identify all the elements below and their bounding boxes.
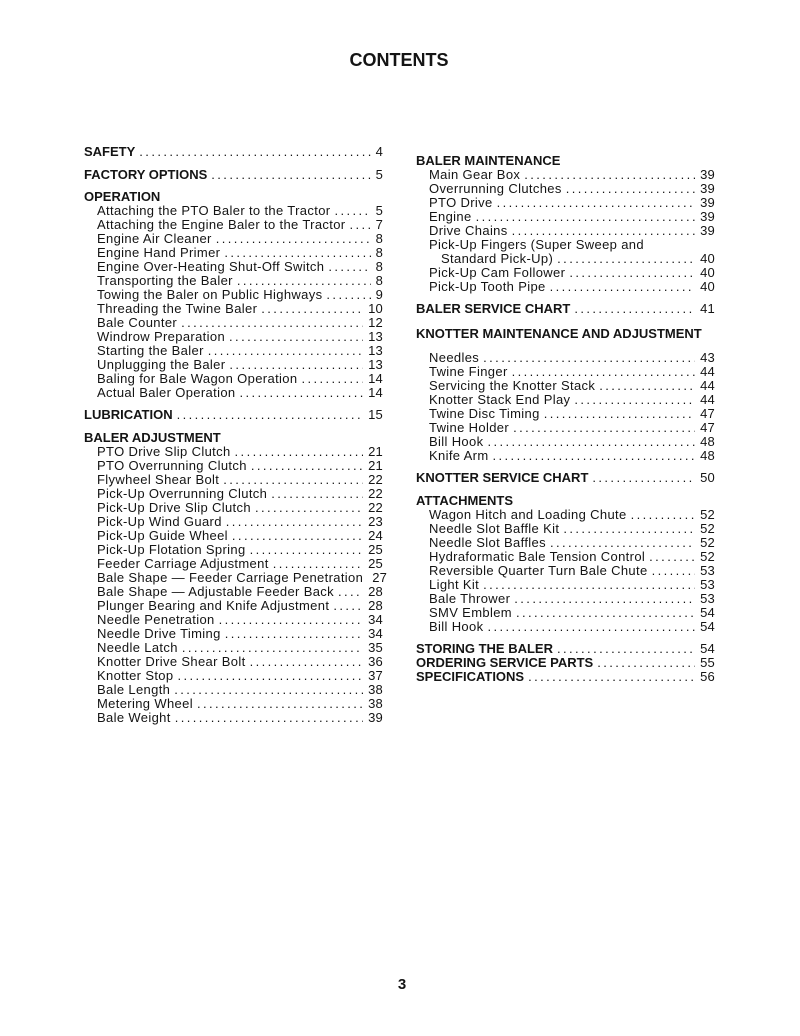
entry-title: Twine Disc Timing	[429, 406, 540, 421]
dot-leader	[333, 599, 363, 613]
toc-item	[416, 280, 715, 294]
dot-leader	[597, 656, 695, 670]
toc-item	[416, 182, 715, 196]
dot-leader	[476, 210, 696, 224]
dot-leader	[208, 344, 363, 358]
toc-entry-ordering-service-parts	[416, 656, 715, 670]
dot-leader	[350, 218, 371, 232]
dot-leader	[338, 585, 363, 599]
entry-page-number: 52	[700, 535, 715, 550]
entry-title: Knife Arm	[429, 448, 489, 463]
entry-page-number: 48	[700, 434, 715, 449]
entry-title: Feeder Carriage Adjustment	[97, 556, 269, 571]
dot-leader	[250, 543, 364, 557]
entry-title: Bale Shape — Adjustable Feeder Back	[97, 584, 335, 599]
entry-page-number: 53	[700, 591, 715, 606]
dot-leader	[631, 508, 696, 522]
dot-leader	[224, 246, 370, 260]
entry-title: PTO Drive	[429, 195, 493, 210]
entry-title: Needle Penetration	[97, 612, 215, 627]
toc-item	[84, 683, 383, 697]
entry-title: Pick-Up Wind Guard	[97, 514, 222, 529]
entry-page-number: 25	[368, 556, 383, 571]
toc-entry-baler-service-chart	[416, 302, 715, 316]
entry-page-number: 8	[375, 231, 383, 246]
entry-page-number: 52	[700, 549, 715, 564]
toc-item	[416, 550, 715, 564]
page-number: 3	[397, 976, 407, 993]
entry-page-number: 39	[700, 167, 715, 182]
dot-leader	[139, 145, 370, 159]
entry-page-number: 28	[368, 598, 383, 613]
entry-title: Light Kit	[429, 577, 480, 592]
toc-item	[84, 529, 383, 543]
entry-title: Windrow Preparation	[97, 329, 226, 344]
entry-page-number: 5	[375, 167, 383, 182]
dot-leader	[557, 642, 695, 656]
dot-leader	[226, 515, 363, 529]
dot-leader	[326, 288, 370, 302]
dot-leader	[483, 578, 695, 592]
dot-leader	[566, 182, 695, 196]
dot-leader	[528, 670, 695, 684]
entry-title: PTO Drive Slip Clutch	[97, 444, 231, 459]
entry-page-number: 38	[368, 696, 383, 711]
entry-page-number: 14	[368, 371, 383, 386]
entry-page-number: 39	[700, 209, 715, 224]
section-heading-baler-adjustment: BALER ADJUSTMENT	[84, 430, 221, 445]
entry-title: Bale Counter	[97, 315, 178, 330]
entry-page-number: 55	[700, 655, 715, 670]
entry-title: Pick-Up Flotation Spring	[97, 542, 246, 557]
dot-leader	[181, 316, 363, 330]
dot-leader	[216, 232, 371, 246]
dot-leader	[550, 536, 695, 550]
dot-leader	[557, 252, 695, 266]
toc-item	[416, 224, 715, 238]
entry-title: Unplugging the Baler	[97, 357, 226, 372]
toc-entry-factory-options	[84, 168, 383, 182]
dot-leader	[182, 641, 363, 655]
toc-item	[84, 330, 383, 344]
entry-page-number: 40	[700, 279, 715, 294]
entry-title: Main Gear Box	[429, 167, 521, 182]
entry-title: Baling for Bale Wagon Operation	[97, 371, 298, 386]
entry-page-number: 25	[368, 542, 383, 557]
toc-entry-storing-the-baler	[416, 642, 715, 656]
dot-leader	[240, 386, 364, 400]
entry-title: Threading the Twine Baler	[97, 301, 258, 316]
entry-title: Hydraformatic Bale Tension Control	[429, 549, 646, 564]
dot-leader	[574, 302, 695, 316]
entry-title: Knotter Drive Shear Bolt	[97, 654, 246, 669]
dot-leader	[592, 471, 695, 485]
entry-title: STORING THE BALER	[416, 641, 553, 656]
entry-title: Engine	[429, 209, 472, 224]
entry-title: Attaching the Engine Baler to the Tractor	[97, 217, 346, 232]
entry-page-number: 40	[700, 251, 715, 266]
dot-leader	[574, 393, 695, 407]
toc-item	[84, 288, 383, 302]
toc-item	[84, 501, 383, 515]
toc-item	[416, 536, 715, 550]
toc-item	[84, 641, 383, 655]
entry-title: Drive Chains	[429, 223, 508, 238]
toc-item	[84, 627, 383, 641]
toc-item	[416, 606, 715, 620]
toc-item	[84, 260, 383, 274]
dot-leader	[497, 196, 696, 210]
entry-title: ORDERING SERVICE PARTS	[416, 655, 594, 670]
entry-title: Knotter Stack End Play	[429, 392, 571, 407]
entry-page-number: 39	[368, 710, 383, 725]
entry-page-number: 47	[700, 406, 715, 421]
entry-title: Bale Thrower	[429, 591, 511, 606]
entry-title: Transporting the Baler	[97, 273, 233, 288]
section-heading-operation: OPERATION	[84, 189, 161, 204]
toc-item	[84, 543, 383, 557]
entry-page-number: 39	[700, 181, 715, 196]
dot-leader	[513, 421, 695, 435]
toc-item	[84, 218, 383, 232]
dot-leader	[493, 449, 696, 463]
toc-item	[84, 372, 383, 386]
entry-page-number: 54	[700, 605, 715, 620]
dot-leader	[177, 408, 364, 422]
entry-title: Pick-Up Guide Wheel	[97, 528, 228, 543]
toc-item	[84, 302, 383, 316]
dot-leader	[649, 550, 695, 564]
toc-item	[84, 570, 388, 585]
toc-item	[84, 232, 383, 246]
entry-page-number: 10	[368, 301, 383, 316]
entry-page-number: 54	[700, 619, 715, 634]
entry-page-number: 22	[368, 500, 383, 515]
entry-page-number: 39	[700, 223, 715, 238]
dot-leader	[219, 613, 364, 627]
entry-page-number: 44	[700, 392, 715, 407]
section-heading-baler-maintenance: BALER MAINTENANCE	[416, 153, 561, 168]
toc-entry-safety	[84, 145, 383, 159]
dot-leader	[512, 224, 696, 238]
entry-page-number: 48	[700, 448, 715, 463]
toc-item	[416, 365, 715, 379]
entry-title: Standard Pick-Up)	[441, 251, 554, 266]
entry-title: Wagon Hitch and Loading Chute	[429, 507, 627, 522]
contents-right-column	[416, 154, 715, 684]
entry-title: Metering Wheel	[97, 696, 193, 711]
entry-title: Needle Slot Baffle Kit	[429, 521, 560, 536]
dot-leader	[487, 620, 695, 634]
dot-leader	[514, 592, 695, 606]
toc-item	[84, 711, 383, 725]
dot-leader	[250, 655, 364, 669]
dot-leader	[328, 260, 370, 274]
entry-page-number: 56	[700, 669, 715, 684]
entry-page-number: 7	[375, 217, 383, 232]
entry-title: Starting the Baler	[97, 343, 204, 358]
entry-title: Reversible Quarter Turn Bale Chute	[429, 563, 648, 578]
entry-page-number: 9	[375, 287, 383, 302]
entry-page-number: 41	[700, 301, 715, 316]
entry-page-number: 21	[368, 444, 383, 459]
toc-item	[84, 386, 383, 400]
toc-item	[84, 599, 383, 613]
entry-page-number: 37	[368, 668, 383, 683]
section-heading-knotter-maintenance: KNOTTER MAINTENANCE AND ADJUSTMENT	[416, 326, 702, 341]
entry-title: Bale Length	[97, 682, 171, 697]
entry-page-number: 44	[700, 378, 715, 393]
toc-item	[416, 168, 715, 182]
section-heading-attachments: ATTACHMENTS	[416, 493, 514, 508]
toc-item	[84, 445, 383, 459]
dot-leader	[569, 266, 695, 280]
toc-item-first-line: Pick-Up Fingers (Super Sweep and	[429, 237, 644, 252]
toc-item	[84, 459, 383, 473]
entry-title: Attaching the PTO Baler to the Tractor	[97, 203, 331, 218]
toc-item	[84, 344, 383, 358]
toc-entry-specifications	[416, 670, 715, 684]
entry-title: Needles	[429, 350, 480, 365]
dot-leader	[232, 529, 363, 543]
entry-title: Twine Holder	[429, 420, 510, 435]
entry-title: Plunger Bearing and Knife Adjustment	[97, 598, 330, 613]
entry-page-number: 53	[700, 563, 715, 578]
toc-item	[416, 578, 715, 592]
dot-leader	[273, 557, 363, 571]
entry-title: Overrunning Clutches	[429, 181, 562, 196]
entry-page-number: 34	[368, 612, 383, 627]
toc-item	[84, 204, 383, 218]
entry-title: Pick-Up Tooth Pipe	[429, 279, 546, 294]
page-title: CONTENTS	[349, 50, 449, 70]
toc-item	[84, 613, 383, 627]
entry-page-number: 36	[368, 654, 383, 669]
toc-entry-lubrication	[84, 408, 383, 422]
entry-page-number: 39	[700, 195, 715, 210]
dot-leader	[175, 711, 363, 725]
entry-page-number: 8	[375, 245, 383, 260]
toc-item	[416, 564, 715, 578]
dot-leader	[334, 204, 370, 218]
entry-page-number: 47	[700, 420, 715, 435]
dot-leader	[251, 459, 363, 473]
toc-item	[416, 421, 715, 435]
entry-title: Pick-Up Overrunning Clutch	[97, 486, 268, 501]
dot-leader	[197, 697, 363, 711]
entry-page-number: 38	[368, 682, 383, 697]
entry-title: SMV Emblem	[429, 605, 512, 620]
toc-entry-knotter-service-chart	[416, 471, 715, 485]
entry-page-number: 52	[700, 507, 715, 522]
entry-title: Engine Hand Primer	[97, 245, 221, 260]
dot-leader	[235, 445, 364, 459]
toc-item	[84, 585, 383, 599]
toc-item	[416, 210, 715, 224]
entry-title: KNOTTER SERVICE CHART	[416, 470, 589, 485]
entry-title: PTO Overrunning Clutch	[97, 458, 247, 473]
toc-item-continued-line	[416, 252, 715, 266]
entry-title: Needle Drive Timing	[97, 626, 221, 641]
toc-item	[416, 449, 715, 463]
entry-title: Engine Over-Heating Shut-Off Switch	[97, 259, 325, 274]
entry-page-number: 28	[368, 584, 383, 599]
entry-page-number: 50	[700, 470, 715, 485]
toc-item	[416, 407, 715, 421]
toc-item	[84, 669, 383, 683]
entry-page-number: 44	[700, 364, 715, 379]
entry-title: Bill Hook	[429, 619, 484, 634]
dot-leader	[229, 358, 363, 372]
dot-leader	[237, 274, 371, 288]
toc-item	[416, 508, 715, 522]
entry-page-number: 14	[368, 385, 383, 400]
dot-leader	[516, 606, 695, 620]
entry-title: Servicing the Knotter Stack	[429, 378, 596, 393]
entry-page-number: 54	[700, 641, 715, 656]
toc-item	[416, 393, 715, 407]
toc-item	[84, 557, 383, 571]
toc-item	[84, 515, 383, 529]
toc-item	[416, 522, 715, 536]
entry-page-number: 13	[368, 343, 383, 358]
toc-item	[84, 697, 383, 711]
toc-item	[416, 435, 715, 449]
dot-leader	[652, 564, 696, 578]
entry-page-number: 4	[375, 144, 383, 159]
dot-leader	[524, 168, 695, 182]
entry-title: Pick-Up Cam Follower	[429, 265, 566, 280]
entry-page-number: 21	[368, 458, 383, 473]
dot-leader	[550, 280, 696, 294]
entry-page-number: 22	[368, 486, 383, 501]
dot-leader	[563, 522, 695, 536]
entry-page-number: 52	[700, 521, 715, 536]
entry-page-number: 24	[368, 528, 383, 543]
entry-title: Flywheel Shear Bolt	[97, 472, 220, 487]
dot-leader	[512, 365, 696, 379]
entry-page-number: 22	[368, 472, 383, 487]
dot-leader	[223, 473, 363, 487]
entry-title: SAFETY	[84, 144, 136, 159]
entry-title: Needle Latch	[97, 640, 178, 655]
contents-left-column	[84, 144, 388, 725]
toc-item	[84, 246, 383, 260]
entry-title: Bale Shape — Feeder Carriage Penetration	[97, 570, 364, 585]
entry-title: BALER SERVICE CHART	[416, 301, 571, 316]
entry-page-number: 53	[700, 577, 715, 592]
toc-item	[84, 473, 383, 487]
dot-leader	[483, 351, 695, 365]
entry-page-number: 40	[700, 265, 715, 280]
entry-page-number: 27	[372, 570, 388, 585]
entry-page-number: 34	[368, 626, 383, 641]
entry-title: Pick-Up Drive Slip Clutch	[97, 500, 251, 515]
entry-page-number: 13	[368, 329, 383, 344]
entry-page-number: 23	[368, 514, 383, 529]
toc-item	[84, 274, 383, 288]
entry-page-number: 5	[375, 203, 383, 218]
dot-leader	[225, 627, 363, 641]
dot-leader	[211, 168, 370, 182]
entry-title: Bill Hook	[429, 434, 484, 449]
entry-title: Twine Finger	[429, 364, 508, 379]
entry-page-number: 15	[368, 407, 383, 422]
dot-leader	[229, 330, 363, 344]
entry-page-number: 8	[375, 259, 383, 274]
toc-item	[416, 266, 715, 280]
entry-title: Knotter Stop	[97, 668, 174, 683]
dot-leader	[599, 379, 695, 393]
toc-item	[84, 655, 383, 669]
entry-page-number: 35	[368, 640, 383, 655]
dot-leader	[255, 501, 363, 515]
entry-title: Bale Weight	[97, 710, 171, 725]
entry-title: Engine Air Cleaner	[97, 231, 212, 246]
entry-title: Towing the Baler on Public Highways	[97, 287, 323, 302]
dot-leader	[544, 407, 695, 421]
entry-page-number: 12	[368, 315, 383, 330]
dot-leader	[301, 372, 363, 386]
dot-leader	[174, 683, 363, 697]
toc-item	[84, 487, 383, 501]
toc-item	[416, 592, 715, 606]
entry-page-number: 8	[375, 273, 383, 288]
entry-title: Actual Baler Operation	[97, 385, 236, 400]
toc-item	[84, 358, 383, 372]
entry-page-number: 13	[368, 357, 383, 372]
entry-title: SPECIFICATIONS	[416, 669, 525, 684]
entry-title: Needle Slot Baffles	[429, 535, 546, 550]
toc-item	[416, 196, 715, 210]
dot-leader	[271, 487, 363, 501]
toc-item	[416, 620, 715, 634]
toc-item	[416, 351, 715, 365]
dot-leader	[177, 669, 363, 683]
dot-leader	[487, 435, 695, 449]
toc-item	[84, 316, 383, 330]
entry-title: LUBRICATION	[84, 407, 173, 422]
toc-item	[416, 379, 715, 393]
entry-title: FACTORY OPTIONS	[84, 167, 208, 182]
entry-page-number: 43	[700, 350, 715, 365]
dot-leader	[261, 302, 363, 316]
